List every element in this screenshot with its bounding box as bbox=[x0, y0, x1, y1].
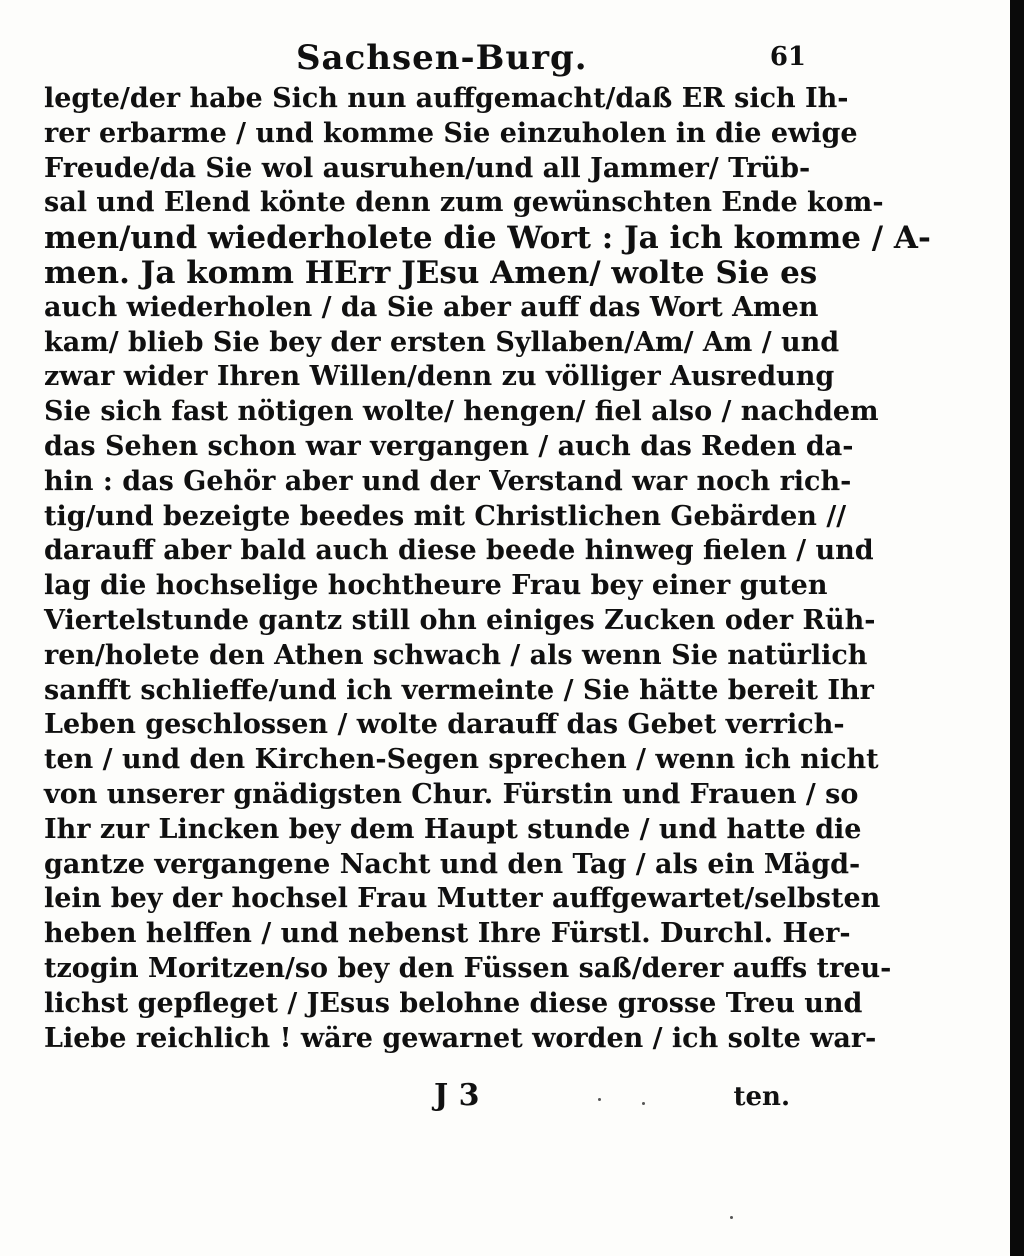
text-line: legte/der habe Sich nun auffgemacht/daß ER sich Ih- bbox=[44, 83, 849, 114]
text-line: rer erbarme / und komme Sie einzuholen in die ewige bbox=[44, 117, 858, 149]
text-line: hin : das Gehör aber und der Verstand war noch rich- bbox=[44, 465, 852, 497]
text-line: kam/ blieb Sie bey der ersten Syllaben/Am/ Am / und bbox=[44, 326, 840, 358]
text-line: ten / und den Kirchen-Segen sprechen / wenn ich nicht bbox=[44, 744, 879, 776]
text-line: men. Ja komm HErr JEsu Amen/ wolte Sie es bbox=[44, 254, 818, 291]
text-line: Liebe reichlich ! wäre gewarnet worden / ich solte war- bbox=[44, 1022, 877, 1054]
text-line: men/und wiederholete die Wort : Ja ich komme / A- bbox=[44, 220, 931, 257]
signature-mark: J 3 bbox=[434, 1078, 480, 1113]
running-head-title: Sachsen-Burg. bbox=[296, 38, 588, 78]
page-text-block bbox=[44, 34, 931, 1056]
text-line: von unserer gnädigsten Chur. Fürstin und Frauen / so bbox=[44, 778, 859, 810]
text-line: Viertelstunde gantz still ohn einiges Zucken oder Rüh- bbox=[44, 604, 876, 636]
ink-speck bbox=[642, 1102, 645, 1105]
ink-speck bbox=[598, 1098, 601, 1101]
text-line: lein bey der hochsel Frau Mutter auffgewartet/selbsten bbox=[44, 883, 881, 915]
text-line: gantze vergangene Nacht und den Tag / als ein Mägd- bbox=[44, 848, 861, 880]
text-line: lag die hochselige hochtheure Frau bey einer guten bbox=[44, 570, 828, 602]
text-line: Ihr zur Lincken bey dem Haupt stunde / und hatte die bbox=[44, 813, 862, 845]
text-line: Freude/da Sie wol ausruhen/und all Jammer/ Trüb- bbox=[44, 152, 811, 184]
catchword: ten. bbox=[733, 1082, 790, 1112]
page-edge-shadow bbox=[1010, 0, 1024, 1256]
running-head bbox=[44, 34, 810, 82]
text-line: sal und Elend könte denn zum gewünschten Ende kom- bbox=[44, 187, 884, 219]
page-footer bbox=[44, 1076, 810, 1120]
text-line: das Sehen schon war vergangen / auch das Reden da- bbox=[44, 430, 854, 462]
text-line: Sie sich fast nötigen wolte/ hengen/ fiel also / nachdem bbox=[44, 396, 879, 428]
text-line: Leben geschlossen / wolte darauff das Gebet verrich- bbox=[44, 709, 845, 741]
text-line: tzogin Moritzen/so bey den Füssen saß/derer auffs treu- bbox=[44, 952, 892, 984]
text-line: auch wiederholen / da Sie aber auff das Wort Amen bbox=[44, 291, 819, 323]
ink-speck bbox=[730, 1216, 733, 1219]
text-line: sanfft schlieffe/und ich vermeinte / Sie hätte bereit Ihr bbox=[44, 674, 874, 706]
text-line: ren/holete den Athen schwach / als wenn Sie natürlich bbox=[44, 639, 868, 671]
text-line: darauff aber bald auch diese beede hinweg fielen / und bbox=[44, 535, 874, 567]
text-line: zwar wider Ihren Willen/denn zu völliger Ausredung bbox=[44, 361, 835, 393]
text-line: heben helffen / und nebenst Ihre Fürstl. Durchl. Her- bbox=[44, 918, 851, 950]
text-line: lichst gepfleget / JEsus belohne diese grosse Treu und bbox=[44, 987, 863, 1019]
page-number: 61 bbox=[769, 42, 806, 72]
text-line: tig/und bezeigte beedes mit Christlichen Gebärden // bbox=[44, 500, 847, 532]
body-text bbox=[44, 82, 931, 1056]
